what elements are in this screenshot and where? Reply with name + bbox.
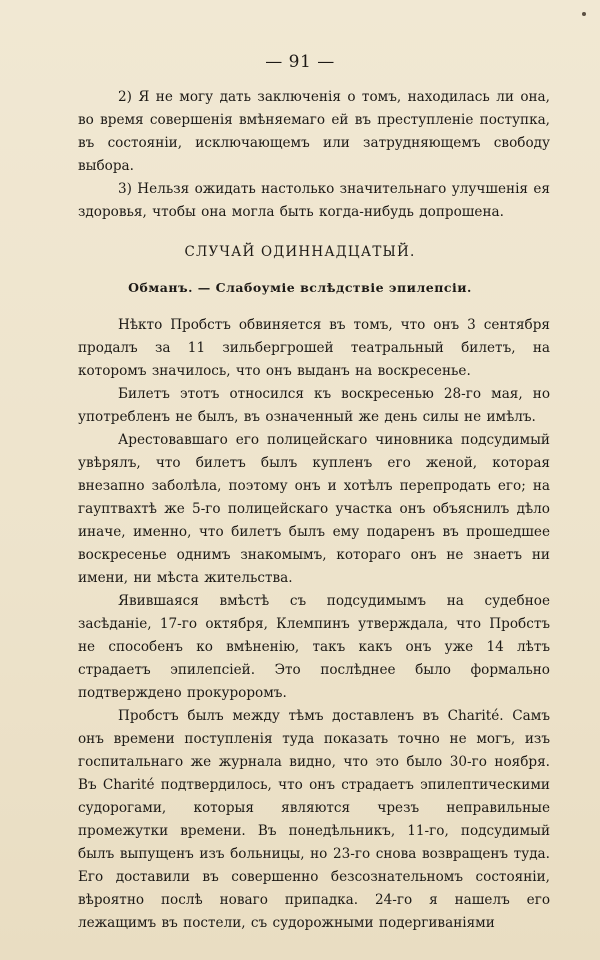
conclusions-list (78, 86, 550, 224)
case-heading: СЛУЧАЙ ОДИННАДЦАТЫЙ. (184, 244, 416, 260)
page-number: — 91 — (265, 52, 335, 72)
paragraph: Явившаяся вмѣстѣ съ подсудимымъ на судебное засѣданіе, 17-го октября, Клемпинъ утверждала, что Пробстъ не способенъ ко вмѣненію, такъ какъ онъ уже 14 лѣтъ страдаетъ эпилепсіей. Это послѣднее было формально подтверждено прокуроромъ. (78, 593, 550, 701)
paragraph: Нѣкто Пробстъ обвиняется въ томъ, что онъ 3 сентября продалъ за 11 зильбергрошей театральный билетъ, на которомъ значилось, что онъ выданъ на воскресенье. (78, 317, 550, 379)
case-subheading: Обманъ. — Слабоуміе вслѣдствіе эпилепсіи. (128, 280, 472, 295)
paragraph: Арестовавшаго его полицейскаго чиновника подсудимый увѣрялъ, что билетъ былъ купленъ его женой, которая внезапно заболѣла, поэтому онъ и хотѣлъ перепродать его; на гауптвахтѣ же 5-го полицейскаго участка онъ объяснилъ дѣло иначе, именно, что билетъ былъ ему подаренъ въ прошедшее воскресенье однимъ знакомымъ, котораго онъ не знаетъ ни имени, ни мѣста жительства. (78, 432, 550, 586)
ink-spot (582, 12, 586, 16)
case-body (78, 314, 550, 935)
paragraph: Билетъ этотъ относился къ воскресенью 28-го мая, но употребленъ не былъ, въ означенный же день силы не имѣлъ. (78, 386, 550, 425)
conclusion-item-3: 3) Нельзя ожидать настолько значительнаго улучшенія ея здоровья, чтобы она могла быть когда-нибудь допрошена. (78, 181, 550, 220)
conclusion-item-2: 2) Я не могу дать заключенія о томъ, находилась ли она, во время совершенія вмѣняемаго ей въ преступленіе поступка, въ состояніи, исключающемъ или затрудняющемъ свободу выбора. (78, 89, 550, 174)
paragraph: Пробстъ былъ между тѣмъ доставленъ въ Charité. Самъ онъ времени поступленія туда показать точно не могъ, изъ госпитальнаго же журнала видно, что это было 30-го ноября. Въ Charité подтвердилось, что онъ страдаетъ эпилептическими судорогами, которыя являются чрезъ неправильные промежутки времени. Въ понедѣльникъ, 11-го, подсудимый былъ выпущенъ изъ больницы, но 23-го снова возвращенъ туда. Его доставили въ совершенно безсознательномъ состояніи, вѣроятно послѣ новаго припадка. 24-го я нашелъ его лежащимъ въ постели, съ судорожными подергиваніями (78, 708, 550, 931)
